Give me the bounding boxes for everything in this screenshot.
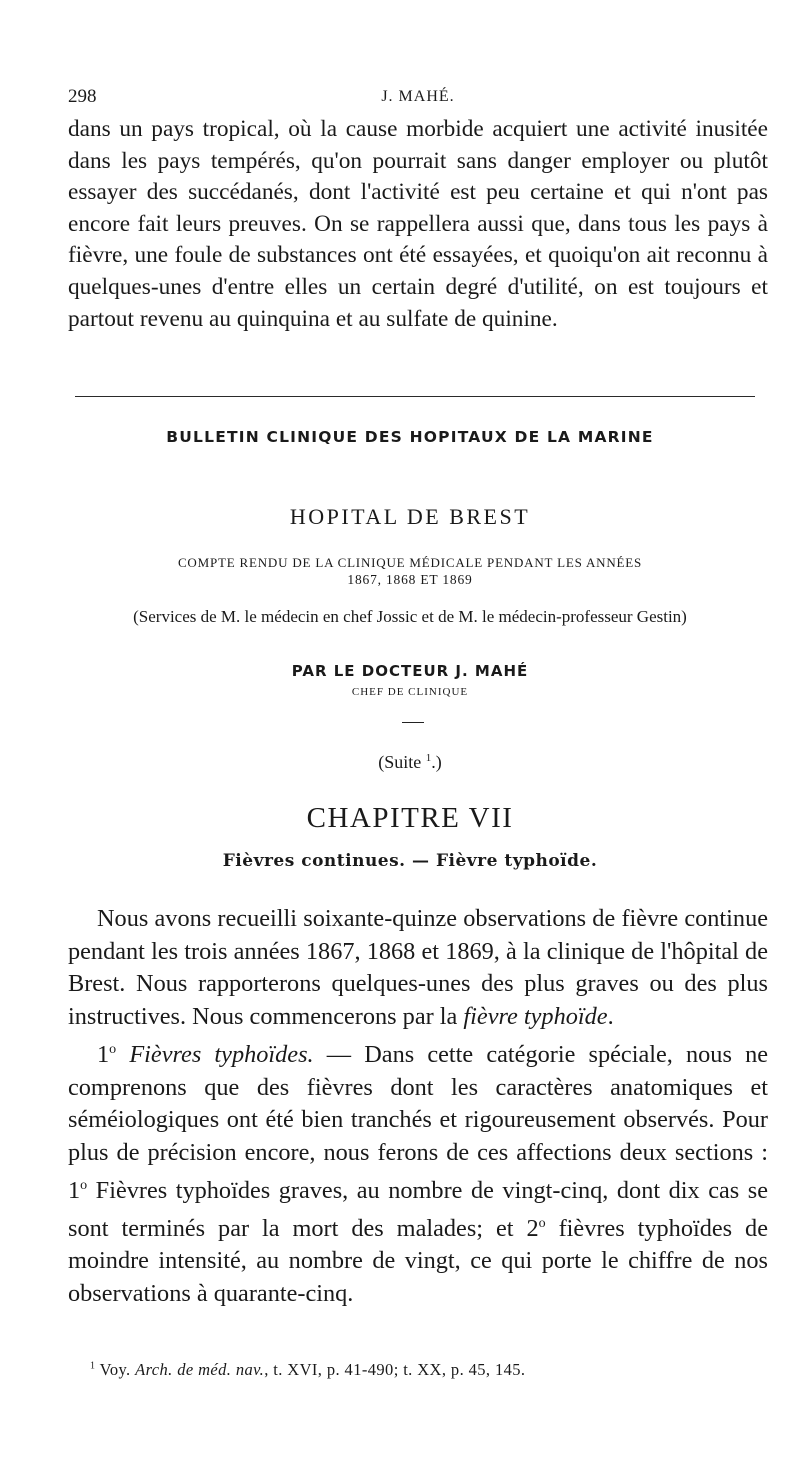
footnote-reference: 1 bbox=[425, 752, 432, 764]
footnote-source: Arch. de méd. nav. bbox=[135, 1360, 265, 1379]
footnote-mark: 1 bbox=[90, 1360, 96, 1372]
suite-label: (Suite bbox=[378, 752, 426, 772]
continuation-note bbox=[60, 752, 760, 773]
suite-close: .) bbox=[431, 752, 442, 772]
paragraph-typhoid bbox=[68, 1034, 768, 1311]
degree-mark: o bbox=[80, 1177, 88, 1193]
chapter-heading: CHAPITRE VII bbox=[306, 802, 514, 834]
chapter-body bbox=[68, 903, 768, 1311]
running-title: J. MAHÉ. bbox=[381, 88, 455, 105]
paragraph-intro bbox=[68, 903, 768, 1034]
degree-mark: o bbox=[538, 1215, 546, 1231]
intro-text: Nous avons recueilli soixante-quinze observations de fièvre continue pendant les trois années 1867, 1868 et 1869, à la clinique de l'hôpital de Brest. Nous rapporterons quelques-unes des plus graves ou des plus instructives. Nous commencerons par la bbox=[68, 905, 768, 1031]
author-role: CHEF DE CLINIQUE bbox=[351, 686, 469, 698]
typhoid-text-a: — Dans cette catégorie spéciale, nous ne comprenons que des fièvres dont les caractères anatomiques et séméiologiques ont été bien tranchés et rigoureusement observés. Pour plus de précision encore, nous ferons de ces affections deux sections : 1 bbox=[68, 1040, 768, 1204]
section-divider bbox=[75, 396, 755, 397]
author-byline: PAR LE DOCTEUR J. MAHÉ bbox=[291, 662, 529, 680]
emphasis-term: fièvre typhoïde bbox=[463, 1003, 608, 1031]
intro-end: . bbox=[607, 1003, 614, 1031]
footnote bbox=[90, 1360, 750, 1380]
short-divider bbox=[402, 722, 424, 723]
running-header bbox=[68, 86, 768, 110]
services-note: (Services de M. le médecin en chef Jossic et de M. le médecin-professeur Gestin) bbox=[133, 607, 687, 626]
degree-mark: o bbox=[109, 1041, 117, 1057]
report-subtitle: COMPTE RENDU DE LA CLINIQUE MÉDICALE PENDANT LES ANNÉES bbox=[177, 555, 643, 570]
section-number: 1 bbox=[97, 1040, 110, 1068]
typhoid-text-b: Fièvres typhoïdes graves, au nombre de vingt-cinq, dont dix cas se sont terminés par la mort des malades; et 2 bbox=[68, 1176, 768, 1242]
page-number: 298 bbox=[68, 86, 97, 107]
report-years: 1867, 1868 ET 1869 bbox=[347, 572, 473, 587]
footnote-ref: , t. XVI, p. 41-490; t. XX, p. 45, 145. bbox=[264, 1360, 526, 1379]
section-heading: Fièvres typhoïdes. bbox=[116, 1040, 314, 1068]
bulletin-title: BULLETIN CLINIQUE DES HOPITAUX DE LA MARINE bbox=[166, 428, 654, 446]
typhoid-text-c: fièvres typhoïdes de moindre intensité, au nombre de vingt, ce qui porte le chiffre de nos observations à quarante-cinq. bbox=[68, 1214, 768, 1308]
continued-paragraph: dans un pays tropical, où la cause morbide acquiert une activité inusitée dans les pays tempérés, qu'on pourrait sans danger employer ou plutôt essayer des succédanés, dont l'activité est peu certaine et qui n'ont pas encore fait leurs preuves. On se rappellera aussi que, dans tous les pays à fièvre, une foule de substances ont été essayées, et quoiqu'on ait reconnu à quelques-unes d'entre elles un certain degré d'utilité, on est toujours et partout revenu au quinquina et au sulfate de quinine. bbox=[68, 116, 768, 332]
footnote-lead: Voy. bbox=[95, 1360, 136, 1379]
hospital-heading: HOPITAL DE BREST bbox=[289, 504, 531, 529]
chapter-subheading: Fièvres continues. — Fièvre typhoïde. bbox=[222, 851, 598, 871]
